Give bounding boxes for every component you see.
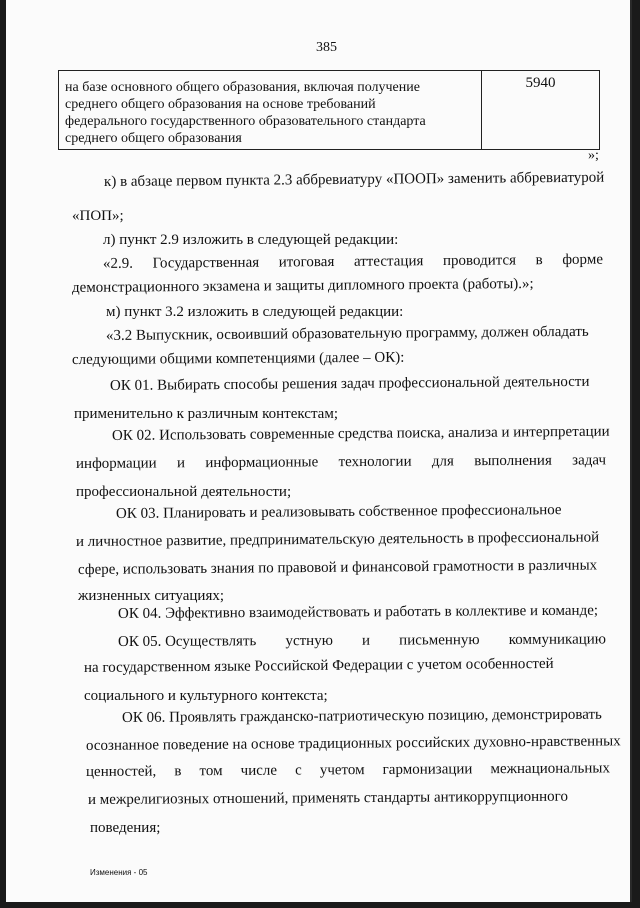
word: форме (562, 251, 604, 268)
word: информации (75, 455, 157, 472)
word: в (535, 252, 543, 269)
item-k-line2: «ПОП»; (72, 208, 124, 224)
word: ОК 05. Осуществлять (117, 633, 257, 650)
word: и (176, 455, 186, 472)
ok05-line3: социального и культурного контекста; (84, 688, 328, 704)
ok03-line3: сфере, использовать знания по правовой и финансовой грамотности в различных (77, 557, 598, 578)
word: «2.9. (102, 255, 134, 272)
description-line: на базе основного общего образования, включая получение (65, 80, 420, 95)
ok04-line1: ОК 04. Эффективно взаимодействовать и работать в коллективе и команде; (117, 602, 599, 622)
footer-revision: Изменения - 05 (90, 868, 148, 877)
word: технологии (338, 453, 412, 471)
description-line: среднего общего образования (65, 131, 242, 146)
ok06-line1: ОК 06. Проявлять гражданско-патриотическую позицию, демонстрировать (121, 706, 602, 726)
item-m-line1: м) пункт 3.2 изложить в следующей редакции: (106, 304, 404, 320)
document-page (6, 0, 632, 902)
word: учетом (319, 762, 365, 779)
word: с (294, 762, 302, 779)
ok03-line4: жизненных ситуациях; (78, 588, 225, 604)
ok05-line2: на государственном языке Российской Федерации с учетом особенностей (83, 655, 554, 676)
ok01-line1: ОК 01. Выбирать способы решения задач профессиональной деятельности (109, 373, 590, 394)
ok02-line3: профессиональной деятельности; (76, 484, 292, 500)
ok06-line3 (86, 760, 610, 781)
table-closing-quote: »; (588, 148, 599, 163)
word: межнациональных (490, 760, 611, 778)
word: проводится (442, 252, 517, 270)
word: итоговая (278, 253, 335, 271)
ok06-line2: осознанное поведение на основе традиционных российских духовно-нравственных (85, 733, 621, 754)
clause-3-2-line1: «3.2 Выпускник, освоивший образовательную программу, должен обладать (105, 323, 589, 344)
word: информационные (205, 454, 319, 472)
word: в (174, 763, 182, 780)
ok06-line5: поведения; (90, 820, 161, 836)
ok06-line4: и межрелигиозных отношений, применять стандарты антикоррупционного (87, 788, 568, 808)
clause-2-9-line1 (103, 252, 603, 273)
description-line: федерального государственного образовательного стандарта (65, 114, 426, 129)
ok03-line2: и личностное развитие, предпринимательскую деятельность в профессиональной (75, 529, 600, 550)
ok02-line2 (76, 452, 606, 473)
word: том (199, 763, 223, 780)
clause-2-9-line2: демонстрационного экзамена и защиты дипломного проекта (работы).»; (71, 275, 534, 296)
ok02-line1: ОК 02. Использовать современные средства поиска, анализа и интерпретации (111, 423, 610, 444)
page-number: 385 (316, 40, 337, 55)
ok05-line1 (118, 631, 606, 651)
word: аттестация (353, 253, 424, 270)
word: для (431, 453, 454, 470)
ok01-line2: применительно к различным контекстам; (74, 406, 338, 422)
table-value-cell: 5940 (482, 71, 600, 150)
item-l-line1: л) пункт 2.9 изложить в следующей редакции: (103, 232, 399, 248)
word: и (361, 632, 371, 649)
word: коммуникацию (508, 631, 607, 648)
word: выполнения (474, 452, 552, 470)
table-description-cell (59, 71, 482, 150)
table-row (59, 71, 600, 150)
word: гармонизации (382, 761, 473, 778)
description-line: среднего общего образования на основе требований (65, 97, 376, 112)
clause-3-2-line2: следующими общими компетенциями (далее – ОК): (71, 349, 405, 368)
word: устную (285, 632, 333, 650)
word: задач (572, 452, 607, 469)
word: письменную (399, 632, 480, 649)
item-k-line1: к) в абзаце первом пункта 2.3 аббревиатуру «ПООП» заменить аббревиатурой (103, 169, 605, 190)
word: ценностей, (85, 763, 157, 780)
ok03-line1: ОК 03. Планировать и реализовывать собственное профессиональное (115, 502, 562, 522)
word: числе (240, 762, 278, 779)
education-table (58, 70, 600, 150)
word: Государственная (152, 254, 260, 272)
